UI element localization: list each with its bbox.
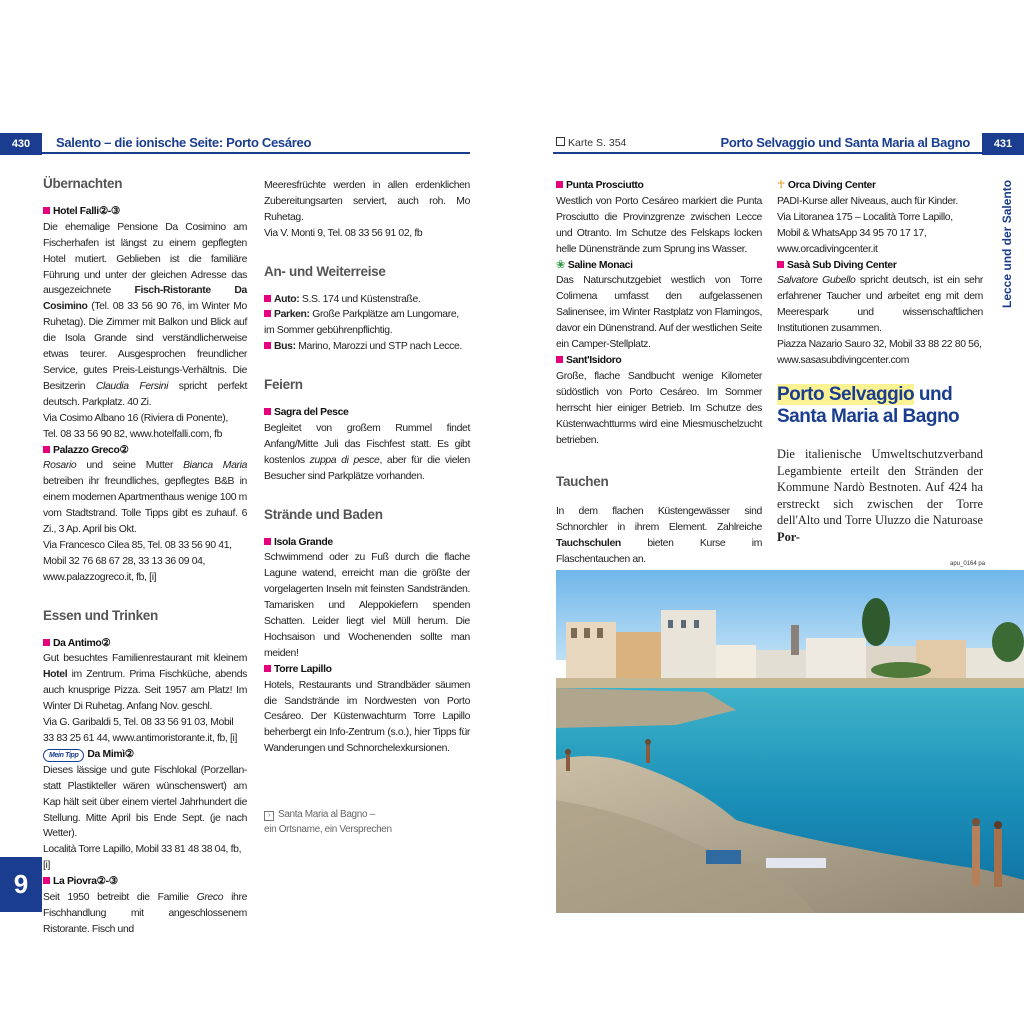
intro-bold: Por-	[777, 529, 800, 544]
right-column-2	[777, 178, 983, 369]
address-line: Località Torre Lapillo, Mobil 33 81 48 38 04, fb, [i]	[43, 844, 242, 872]
map-reference-label: Karte S. 354	[568, 137, 627, 149]
entry-italic: Bianca Maria	[183, 460, 247, 472]
entry-text: im Zentrum. Prima Fischküche, abends auch knusprige Pizza. Seit 1957 am Platz! Im Winter Di Ruhetag. Anfang Nov. geschl.	[43, 669, 247, 713]
entry-title: Orca Diving Center	[787, 180, 876, 191]
address-line: Piazza Nazario Sauro 32, Mobil 33 88 22 80 56,	[777, 339, 982, 351]
entry-italic: Claudia Fersini	[95, 380, 169, 392]
left-running-header: Salento – die ionische Seite: Porto Cesáreo	[56, 135, 312, 150]
entry-bold: Fisch-Ristorante Da Cosimino	[43, 285, 247, 313]
right-running-header: Porto Selvaggio und Santa Maria al Bagno	[720, 135, 970, 150]
address-line: Tel. 08 33 56 90 82, www.hotelfalli.com, fb	[43, 428, 223, 440]
entry-text: In dem flachen Küstengewässer sind Schnorchler in ihrem Element. Zahlreiche	[556, 506, 762, 534]
chapter-sidebar-label: Lecce und der Salento	[1000, 179, 1014, 308]
left-page-number: 430	[0, 133, 42, 155]
chapter-sidebar	[996, 180, 1014, 310]
address-line: Via Cosimo Albano 16 (Riviera di Ponente),	[43, 412, 228, 424]
square-bullet-icon	[264, 538, 271, 545]
section-title	[777, 384, 983, 428]
square-bullet-icon	[264, 310, 271, 317]
entry-title: Isola Grande	[274, 536, 333, 548]
entry-text: Begleitet von großem Rummel findet Anfang/Mitte Juli das Fischfest statt. Es gibt kostenlos	[264, 422, 470, 466]
map-box-icon	[556, 137, 565, 146]
address-line: Via G. Garibaldi 5, Tel. 08 33 56 91 03, Mobil	[43, 717, 234, 729]
square-bullet-icon	[777, 261, 784, 268]
price-category-icon: ②-③	[96, 876, 118, 888]
towel	[766, 858, 826, 868]
entry-text: (Tel. 08 33 56 90 76, im Winter Mo Ruhetag). Die Zimmer mit Balkon und Blick auf die Isola Grande sind verständlicherweise etwas teurer. Ausgesprochen freundlicher Service, gutes Preis-Leistungs-Verhältnis. Die Besitzerin	[43, 301, 247, 392]
square-bullet-icon	[43, 207, 50, 214]
address-line: Mobil 32 76 68 67 28, 33 13 36 09 04,	[43, 555, 206, 567]
coastal-photo	[556, 570, 1024, 913]
entry-text: Gut besuchtes Familienrestaurant mit kleinem	[43, 653, 247, 665]
entry-text: Marino, Marozzi und STP nach Lecce.	[295, 341, 462, 353]
square-bullet-icon	[43, 446, 50, 453]
entry-text: betreiben ihr freundliches, gepflegtes B&B in einem modernen Apartmenthaus wenige 100 m vom Stadtstrand. Tolle Tipps gibt es zuhauf. 6 Zi., 3 Ap. April bis Okt.	[43, 476, 247, 536]
entry-title: Da Mimì	[87, 748, 125, 760]
heading-uebernachten: Übernachten	[43, 176, 123, 191]
entry-text: Schwimmend oder zu Fuß durch die flache Lagune watend, erreicht man die größte der vorgelagerten Inseln mit feinsten Sandstränden. Tamarisken und Aleppokiefern spenden Schatten. Leider liegt viel Müll herum. Die Hochsaison und Wochenenden sollte man meiden!	[264, 552, 470, 659]
entry-text: Das Naturschutzgebiet westlich von Torre Colimena umfasst den aufgelassenen Salinensee, im Winter Rastplatz von Flamingos, davor ein Dünenstrand. Auf der westlichen Seite ein Camper-Stellplatz.	[556, 275, 762, 351]
intro-text: Die italienische Umweltschutzverband Legambiente erteilt den Stränden der Kommune Nardò Bestnoten. Auf 424 ha erstreckt sich zwischen der Torre dell'Alto und Torre Uluzzo die Naturoase	[777, 447, 983, 527]
square-bullet-icon	[264, 665, 271, 672]
entry-title: La Piovra	[53, 876, 97, 888]
square-bullet-icon	[264, 408, 271, 415]
entry-text: , aber für die vielen Besucher sind Parkplätze vorhanden.	[264, 454, 470, 482]
entry-italic: zuppa di pesce	[309, 454, 380, 466]
right-column-1	[556, 178, 762, 568]
square-bullet-icon	[43, 639, 50, 646]
address-line: www.palazzogreco.it, fb, [i]	[43, 571, 157, 583]
square-bullet-icon	[264, 295, 271, 302]
mein-tipp-badge-icon: Mein Tipp	[43, 749, 84, 762]
cross-reference-text: Santa Maria al Bagno –	[278, 809, 375, 821]
entry-title: Palazzo Greco	[53, 444, 120, 456]
entry-title: Hotel Falli	[53, 205, 99, 217]
cross-reference-icon: ›	[264, 811, 274, 821]
entry-text: S.S. 174 und Küstenstraße.	[299, 293, 421, 305]
entry-text: bieten Kurse im Flaschentauchen an.	[556, 538, 762, 566]
entry-text: Große Parkplätze am Lungomare, im Sommer gebührenpflichtig.	[264, 309, 459, 337]
entry-bold: Hotel	[43, 669, 68, 681]
heading-feiern: Feiern	[264, 377, 303, 393]
entry-text: und seine Mutter	[76, 460, 184, 472]
heading-straende-und-baden: Strände und Baden	[264, 506, 383, 522]
left-column-2	[264, 178, 470, 837]
map-reference[interactable]	[556, 137, 626, 149]
price-category-icon: ②	[119, 444, 129, 456]
entry-text: Seit 1950 betreibt die Familie	[43, 892, 197, 904]
heading-tauchen: Tauchen	[556, 474, 609, 490]
address-line: 33 83 25 61 44, www.antimoristorante.it, fb, [i]	[43, 733, 238, 744]
entry-bold: Bus:	[274, 341, 296, 353]
entry-title: Torre Lapillo	[274, 663, 332, 675]
entry-title: Saline Monaci	[567, 259, 633, 271]
entry-title: Sasà Sub Diving Center	[787, 259, 897, 271]
address-line: www.orcadivingcenter.it	[777, 243, 878, 255]
entry-text: PADI-Kurse aller Niveaus, auch für Kinder.	[777, 195, 958, 207]
entry-bold: Parken:	[274, 309, 310, 321]
towel	[706, 850, 741, 864]
square-bullet-icon	[264, 342, 271, 349]
entry-text: Meeresfrüchte werden in allen erdenklichen Zubereitungsarten serviert, auch roh. Mo Ruhetag.	[264, 180, 470, 223]
right-header-rule	[553, 152, 982, 154]
entry-text: Große, flache Sandbucht wenige Kilometer südöstlich von Porto Cesáreo. Im Sommer herrscht hier einiger Betrieb. Im Schutze des Küstenwachtturms wird eine Miesmuschelzucht betrieben.	[556, 370, 762, 446]
entry-title: Da Antimo	[53, 637, 102, 649]
entry-text: spricht perfekt deutsch. Parkplatz. 40 Zi.	[43, 380, 247, 408]
entry-text: Die ehemalige Pensione Da Cosimino am Fischerhafen ist längst zu einem gepflegten Hotel mutiert. Geblieben ist die familiäre Führung und unter der gleichen Adresse das ausgezeichnete	[43, 221, 247, 297]
left-header-rule	[42, 152, 470, 154]
section-title-text: und	[914, 384, 953, 405]
diver-icon: ☥	[777, 179, 785, 191]
right-page-number: 431	[982, 133, 1024, 155]
square-bullet-icon	[556, 181, 563, 188]
entry-title: Punta Prosciutto	[566, 180, 644, 191]
intro-paragraph	[777, 446, 983, 545]
address-line: Via V. Monti 9, Tel. 08 33 56 91 02, fb	[264, 227, 423, 239]
entry-bold: Auto:	[274, 293, 300, 305]
nature-reserve-icon: ❀	[556, 258, 565, 271]
entry-italic: Salvatore Gubello	[777, 275, 856, 287]
price-category-icon: ②	[124, 748, 134, 760]
chapter-tab: 9	[0, 857, 42, 912]
entry-text: ihre Fischhandlung mit angeschlossenem Ristorante. Fisch und	[43, 892, 247, 935]
entry-text: Hotels, Restaurants und Strandbäder säumen die Sandstrände im Nordwesten von Porto Cesáreo. Der Küstenwachturm Torre Lapillo beherbergt ein Info-Zentrum (s.o.), hier Tipps für Wanderungen und Schnorchelexkursionen.	[264, 679, 470, 755]
section-title-text: Santa Maria al Bagno	[777, 406, 960, 427]
cross-reference[interactable]	[264, 807, 470, 837]
entry-text: Westlich von Porto Cesáreo markiert die Punta Prosciutto die Provinzgrenze zwischen Lecce und Otranto. Im Schutze des Felskaps locken helle Dünenstrände zum Sprung ins Wasser.	[556, 195, 762, 255]
photo-credit: apu_0164 pa	[950, 561, 986, 567]
heading-an-und-weiterreise: An- und Weiterreise	[264, 263, 386, 279]
entry-italic: Rosario	[43, 460, 77, 472]
left-column-1	[43, 176, 247, 938]
section-title-highlight: Porto Selvaggio	[777, 384, 915, 405]
address-line: Mobil & WhatsApp 34 95 70 17 17,	[777, 227, 927, 239]
entry-title: Sant'Isidoro	[566, 354, 622, 366]
entry-italic: Greco	[196, 892, 224, 904]
cross-reference-text: ein Ortsname, ein Versprechen	[264, 824, 392, 836]
address-line: Via Francesco Cilea 85, Tel. 08 33 56 90 41,	[43, 539, 232, 551]
entry-title: Sagra del Pesce	[274, 407, 349, 419]
address-line: www.sasasubdivingcenter.com	[777, 354, 910, 366]
heading-essen-und-trinken: Essen und Trinken	[43, 607, 158, 623]
square-bullet-icon	[43, 877, 50, 884]
square-bullet-icon	[556, 356, 563, 363]
entry-text: spricht deutsch, ist ein sehr erfahrener Taucher und arbeitet eng mit dem Meerespark und wissenschaftlichen Institutionen zusammen.	[777, 275, 983, 335]
address-line: Via Litoranea 175 – Località Torre Lapillo,	[777, 211, 953, 223]
entry-bold: Tauchschulen	[556, 538, 621, 550]
entry-text: Dieses lässige und gute Fischlokal (Porzellan- statt Plastikteller wären wünschenswert) am Kap hält seit über einem viertel Jahrhundert die Stellung. Mitte April bis Ende Sept. (je nach Wetter).	[43, 764, 247, 840]
price-category-icon: ②-③	[98, 205, 120, 217]
price-category-icon: ②	[101, 637, 111, 649]
